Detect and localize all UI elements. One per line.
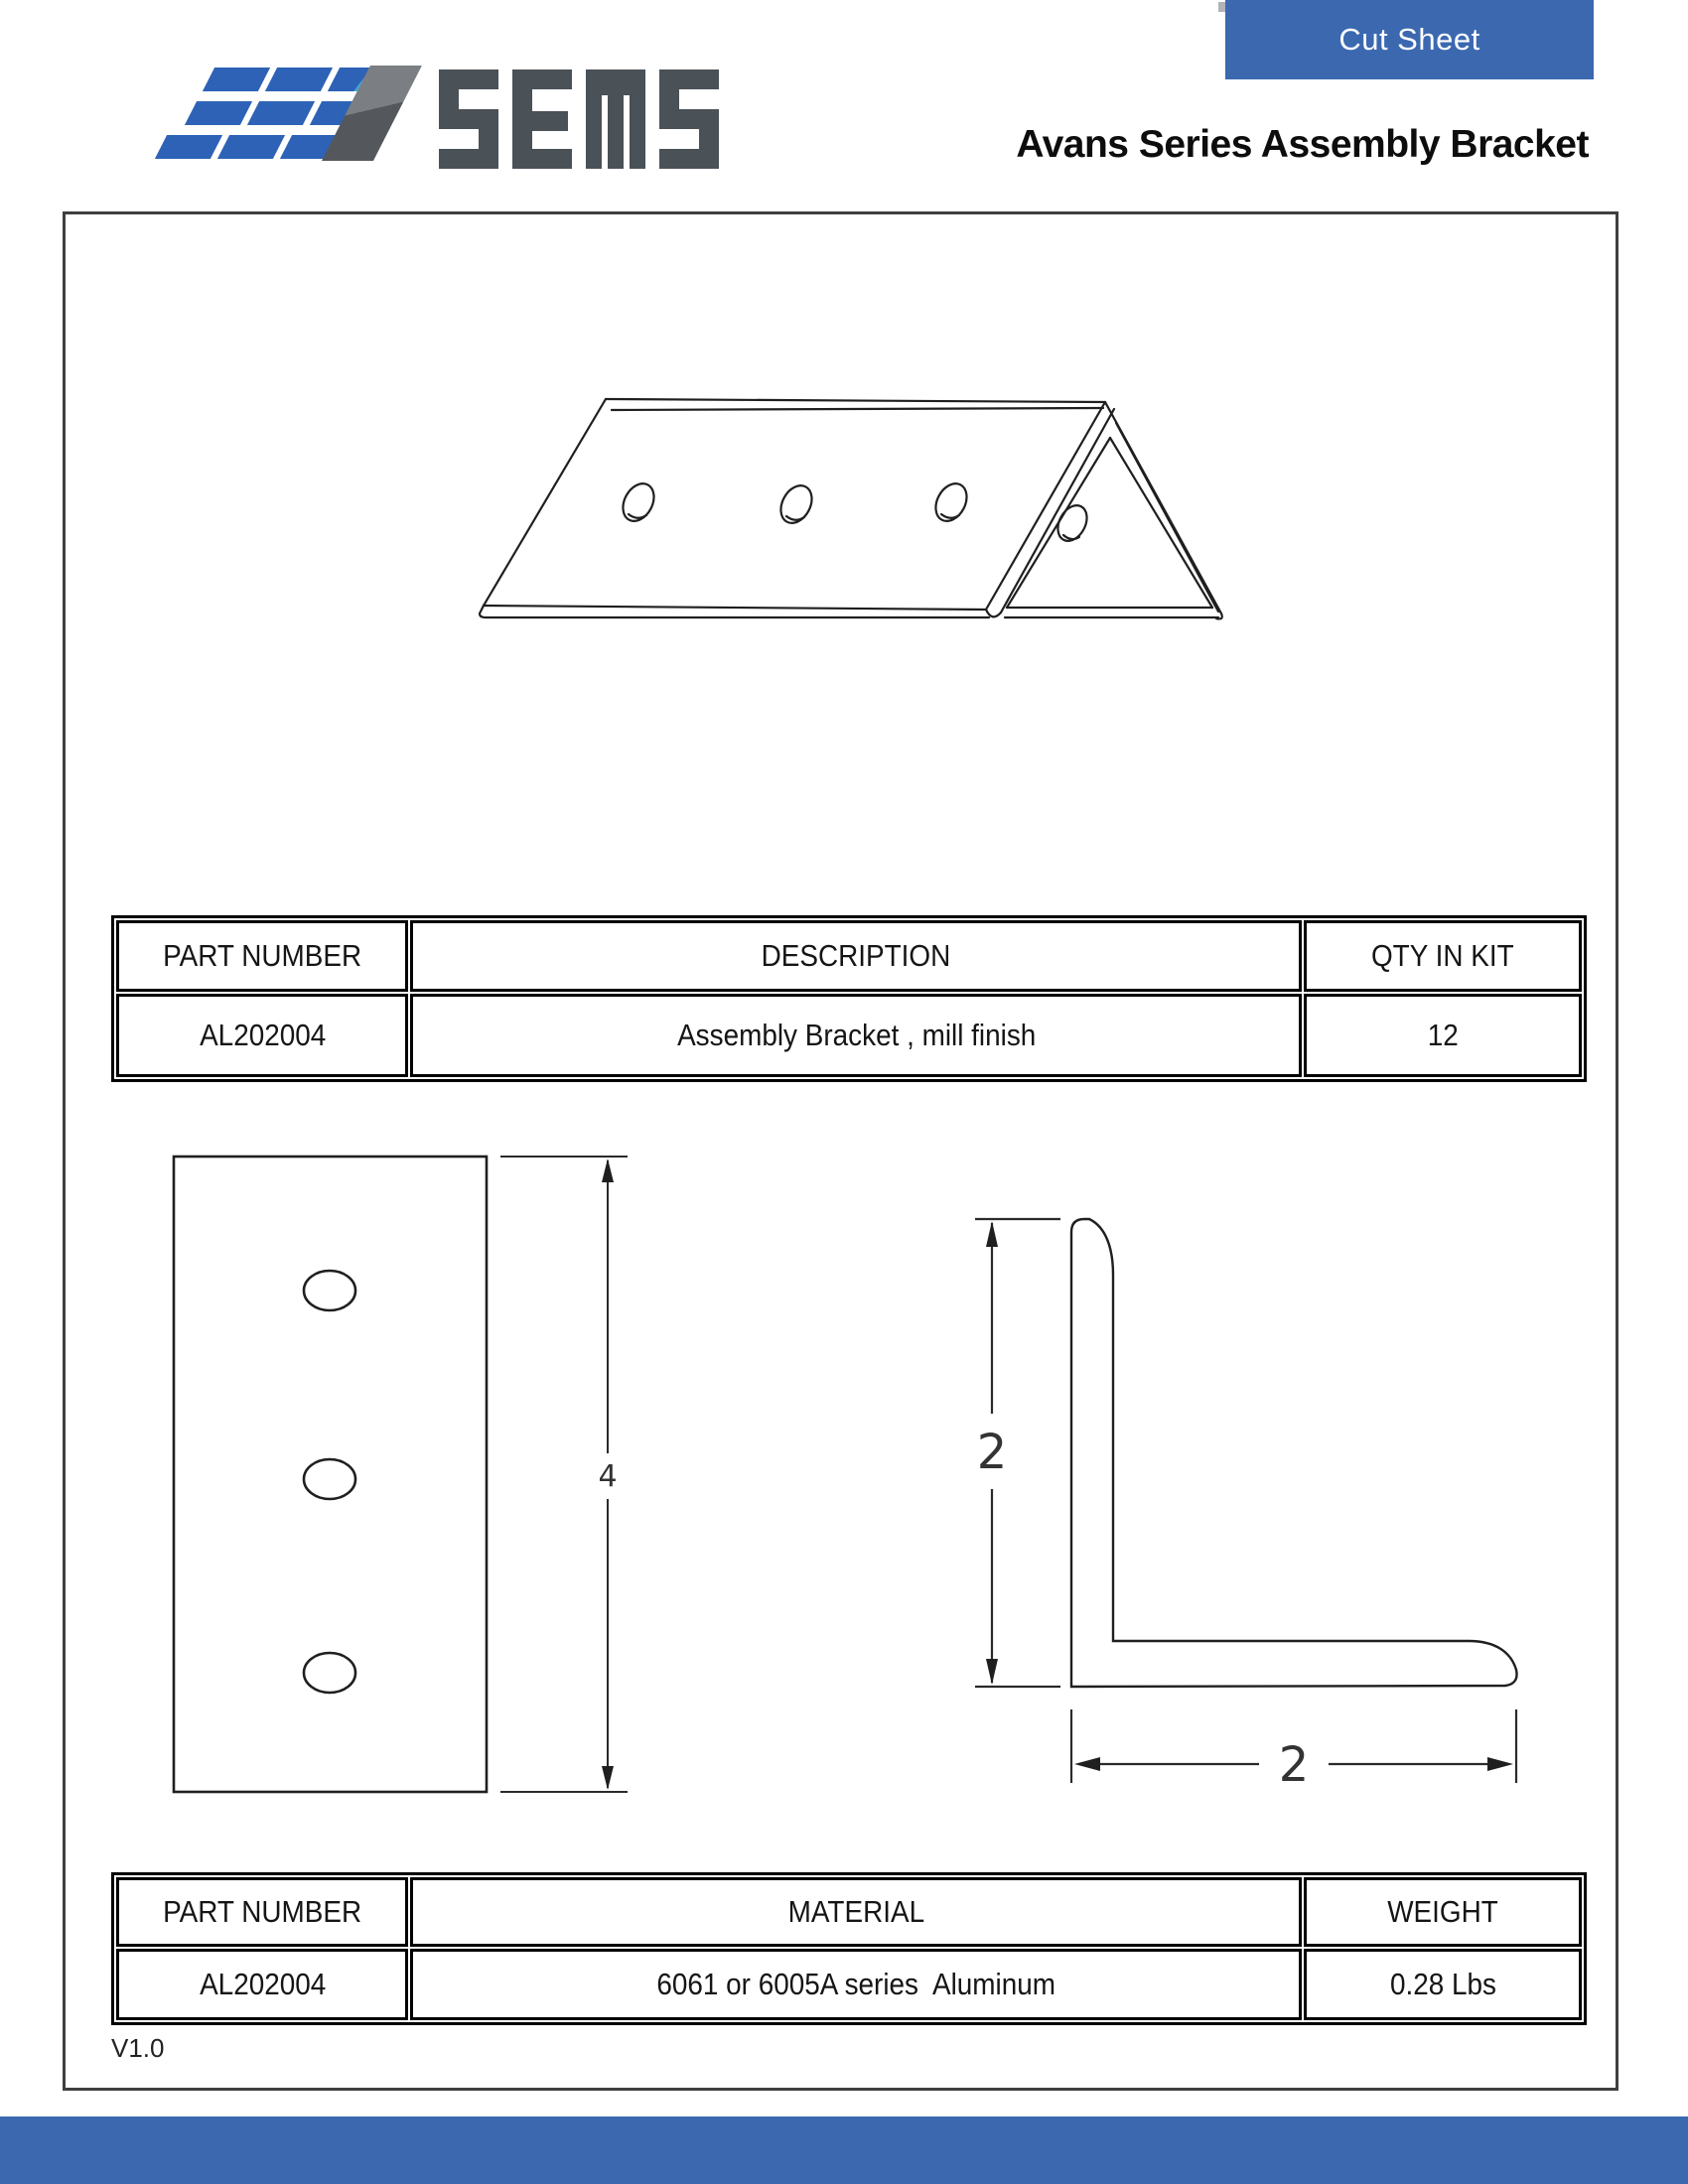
content-frame <box>63 211 1618 2091</box>
cell-weight: 0.28 Lbs <box>1304 1949 1582 2020</box>
header-part-number: PART NUMBER <box>116 920 408 992</box>
header-material: MATERIAL <box>410 1877 1302 1947</box>
version-label: V1.0 <box>111 2033 165 2063</box>
material-table-header-row <box>116 1877 1582 1947</box>
page-title: Avans Series Assembly Bracket <box>1016 123 1589 166</box>
logo-panel-icon <box>185 101 252 125</box>
parts-table-header-row <box>116 920 1582 992</box>
header-weight: WEIGHT <box>1304 1877 1582 1947</box>
front-height-label: 4 <box>598 1459 618 1494</box>
leg-vertical-label: 2 <box>976 1425 1008 1480</box>
company-logo <box>149 58 735 167</box>
table-row <box>116 994 1582 1077</box>
header-qty-in-kit: QTY IN KIT <box>1304 920 1582 992</box>
header-description: DESCRIPTION <box>410 920 1302 992</box>
logo-panel-icon <box>265 68 333 91</box>
cell-description: Assembly Bracket , mill finish <box>410 994 1302 1077</box>
table-row <box>116 1949 1582 2020</box>
logo-panel-icon <box>217 135 285 159</box>
cut-sheet-banner <box>1225 0 1594 79</box>
leg-horizontal-label: 2 <box>1278 1737 1310 1793</box>
print-artifact <box>1218 2 1225 12</box>
cell-material: 6061 or 6005A series Aluminum <box>410 1949 1302 2020</box>
logo-panel-icon <box>155 135 222 159</box>
cell-qty-in-kit: 12 <box>1304 994 1582 1077</box>
logo-wordmark <box>439 69 719 169</box>
cell-part-number: AL202004 <box>116 994 408 1077</box>
logo-panel-icon <box>247 101 315 125</box>
parts-table <box>111 915 1587 1082</box>
header-part-number: PART NUMBER <box>116 1877 408 1947</box>
logo-panel-icon <box>203 68 270 91</box>
cut-sheet-label: Cut Sheet <box>1338 22 1480 57</box>
cell-part-number: AL202004 <box>116 1949 408 2020</box>
material-table <box>111 1872 1587 2025</box>
footer-bar <box>0 2116 1688 2184</box>
